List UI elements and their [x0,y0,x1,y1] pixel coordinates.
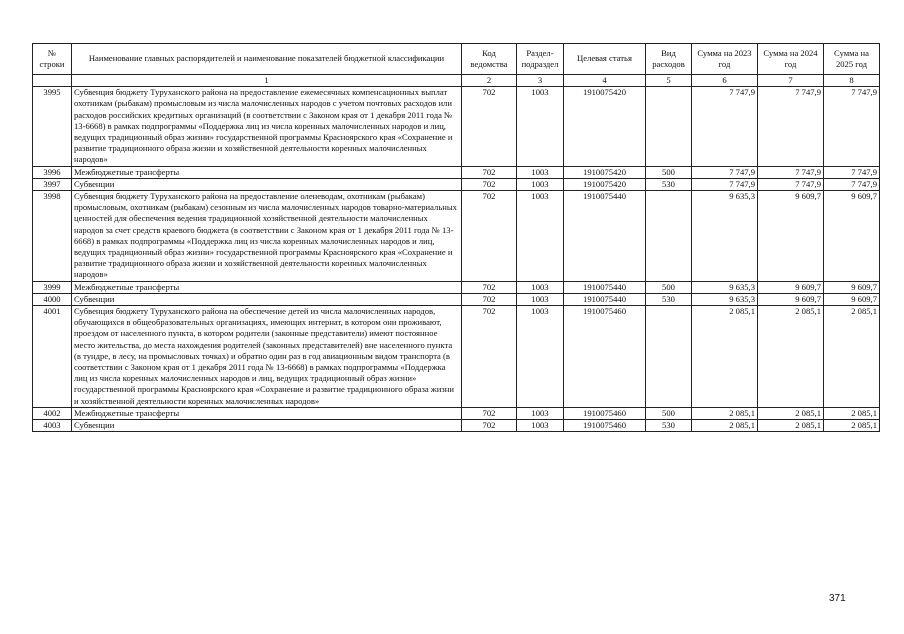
section-code: 1003 [517,293,564,305]
expense-type: 500 [646,166,692,178]
section-code: 1003 [517,166,564,178]
table-body [33,87,880,432]
row-name: Межбюджетные трансферты [72,407,462,419]
sum-2025: 2 085,1 [824,407,880,419]
sum-2023: 9 635,3 [692,293,758,305]
row-number: 3997 [33,178,72,190]
table-row [33,281,880,293]
sum-2023: 2 085,1 [692,420,758,432]
header-row-no: № строки [33,44,72,75]
header-section: Раздел-подраздел [517,44,564,75]
sum-2025: 7 747,9 [824,166,880,178]
table-row [33,407,880,419]
target-code: 1910075420 [564,178,646,190]
row-number: 4000 [33,293,72,305]
sum-2024: 2 085,1 [758,420,824,432]
sum-2023: 7 747,9 [692,178,758,190]
column-number: 2 [462,75,517,87]
table-row [33,293,880,305]
row-number: 4003 [33,420,72,432]
header-sum-2025: Сумма на 2025 год [824,44,880,75]
expense-type [646,87,692,166]
row-number: 3995 [33,87,72,166]
expense-type: 500 [646,281,692,293]
sum-2023: 2 085,1 [692,306,758,408]
sum-2023: 9 635,3 [692,191,758,282]
row-number: 4002 [33,407,72,419]
target-code: 1910075460 [564,420,646,432]
page-number: 371 [829,593,846,604]
expense-type [646,191,692,282]
target-code: 1910075420 [564,166,646,178]
sum-2024: 2 085,1 [758,306,824,408]
dept-code: 702 [462,166,517,178]
sum-2024: 7 747,9 [758,166,824,178]
header-name: Наименование главных распорядителей и наименование показателей бюджетной классификации [72,44,462,75]
row-number: 4001 [33,306,72,408]
row-name: Межбюджетные трансферты [72,166,462,178]
sum-2025: 9 609,7 [824,191,880,282]
target-code: 1910075440 [564,191,646,282]
expense-type [646,306,692,408]
sum-2024: 2 085,1 [758,407,824,419]
section-code: 1003 [517,178,564,190]
header-exp-type: Вид расходов [646,44,692,75]
sum-2023: 7 747,9 [692,87,758,166]
row-number: 3998 [33,191,72,282]
table-row [33,178,880,190]
row-name: Субвенции [72,293,462,305]
table-row [33,87,880,166]
column-number: 8 [824,75,880,87]
row-number: 3996 [33,166,72,178]
sum-2024: 9 609,7 [758,293,824,305]
sum-2024: 7 747,9 [758,178,824,190]
dept-code: 702 [462,407,517,419]
column-number: 6 [692,75,758,87]
dept-code: 702 [462,178,517,190]
table-row [33,191,880,282]
section-code: 1003 [517,281,564,293]
sum-2025: 2 085,1 [824,306,880,408]
table-row [33,306,880,408]
sum-2025: 7 747,9 [824,87,880,166]
sum-2024: 7 747,9 [758,87,824,166]
expense-type: 530 [646,293,692,305]
row-name: Субвенция бюджету Туруханского района на обеспечение детей из числа малочисленных народов, обучающихся в общеобразовательных организациях, имеющих интернат, в котором они проживают, проездом от населенного пункта, в котором родители (законные представители) имеют постоянное место жительства, до места нахождения родителей (законных представителей) вне населенного пункта (в тундре, в лесу, на промысловых точках) и обратно один раз в год авиационным видом транспорта (в соответствии с Законом края от 1 декабря 2011 года № 13-6668) в рамках подпрограммы «Поддержка лиц из числа коренных малочисленных народов и лиц, ведущих традиционный образ жизни» государственной программы Красноярского края «Сохранение и развитие традиционного образа жизни и хозяйственной деятельности коренных малочисленных народов» [72,306,462,408]
target-code: 1910075460 [564,306,646,408]
sum-2025: 9 609,7 [824,281,880,293]
dept-code: 702 [462,293,517,305]
sum-2023: 2 085,1 [692,407,758,419]
row-name: Субвенции [72,420,462,432]
section-code: 1003 [517,191,564,282]
column-number: 5 [646,75,692,87]
header-dept-code: Код ведомства [462,44,517,75]
sum-2023: 7 747,9 [692,166,758,178]
column-number: 3 [517,75,564,87]
sum-2024: 9 609,7 [758,191,824,282]
table-row [33,420,880,432]
column-number-row [33,75,880,87]
header-row [33,44,880,75]
dept-code: 702 [462,306,517,408]
section-code: 1003 [517,420,564,432]
budget-table [32,43,880,432]
section-code: 1003 [517,306,564,408]
row-name: Субвенции [72,178,462,190]
row-name: Межбюджетные трансферты [72,281,462,293]
dept-code: 702 [462,87,517,166]
row-name: Субвенция бюджету Туруханского района на предоставление ежемесячных компенсационных выплат охотникам (рыбакам) промысловым из числа малочисленных народов с учетом почтовых расходов или расходов российских кредитных организаций (в соответствии с Законом края от 1 декабря 2011 года № 13-6668) в рамках подпрограммы «Поддержка лиц из числа коренных малочисленных народов и лиц, ведущих традиционный образ жизни» государственной программы Красноярского края «Сохранение и развитие традиционного образа жизни и хозяйственной деятельности коренных малочисленных народов» [72,87,462,166]
target-code: 1910075460 [564,407,646,419]
section-code: 1003 [517,87,564,166]
expense-type: 530 [646,178,692,190]
expense-type: 530 [646,420,692,432]
column-number: 7 [758,75,824,87]
target-code: 1910075440 [564,293,646,305]
sum-2025: 7 747,9 [824,178,880,190]
column-number: 1 [72,75,462,87]
target-code: 1910075440 [564,281,646,293]
column-number: 4 [564,75,646,87]
target-code: 1910075420 [564,87,646,166]
expense-type: 500 [646,407,692,419]
dept-code: 702 [462,281,517,293]
sum-2024: 9 609,7 [758,281,824,293]
column-number [33,75,72,87]
dept-code: 702 [462,420,517,432]
table-row [33,166,880,178]
sum-2025: 9 609,7 [824,293,880,305]
row-name: Субвенция бюджету Туруханского района на предоставление оленеводам, охотникам (рыбакам) промысловым, охотникам (рыбакам) сезонным из числа малочисленных народов товарно-материальных ценностей для обеспечения ведения традиционной хозяйственной деятельности малочисленных народов за счет средств краевого бюджета (в соответствии с Законом края от 1 декабря 2011 года № 13-6668) в рамках подпрограммы «Поддержка лиц из числа коренных малочисленных народов и лиц, ведущих традиционный образ жизни» государственной программы Красноярского края «Сохранение и развитие традиционного образа жизни и хозяйственной деятельности коренных малочисленных народов» [72,191,462,282]
header-target: Целевая статья [564,44,646,75]
sum-2025: 2 085,1 [824,420,880,432]
header-sum-2023: Сумма на 2023 год [692,44,758,75]
sum-2023: 9 635,3 [692,281,758,293]
section-code: 1003 [517,407,564,419]
header-sum-2024: Сумма на 2024 год [758,44,824,75]
row-number: 3999 [33,281,72,293]
dept-code: 702 [462,191,517,282]
